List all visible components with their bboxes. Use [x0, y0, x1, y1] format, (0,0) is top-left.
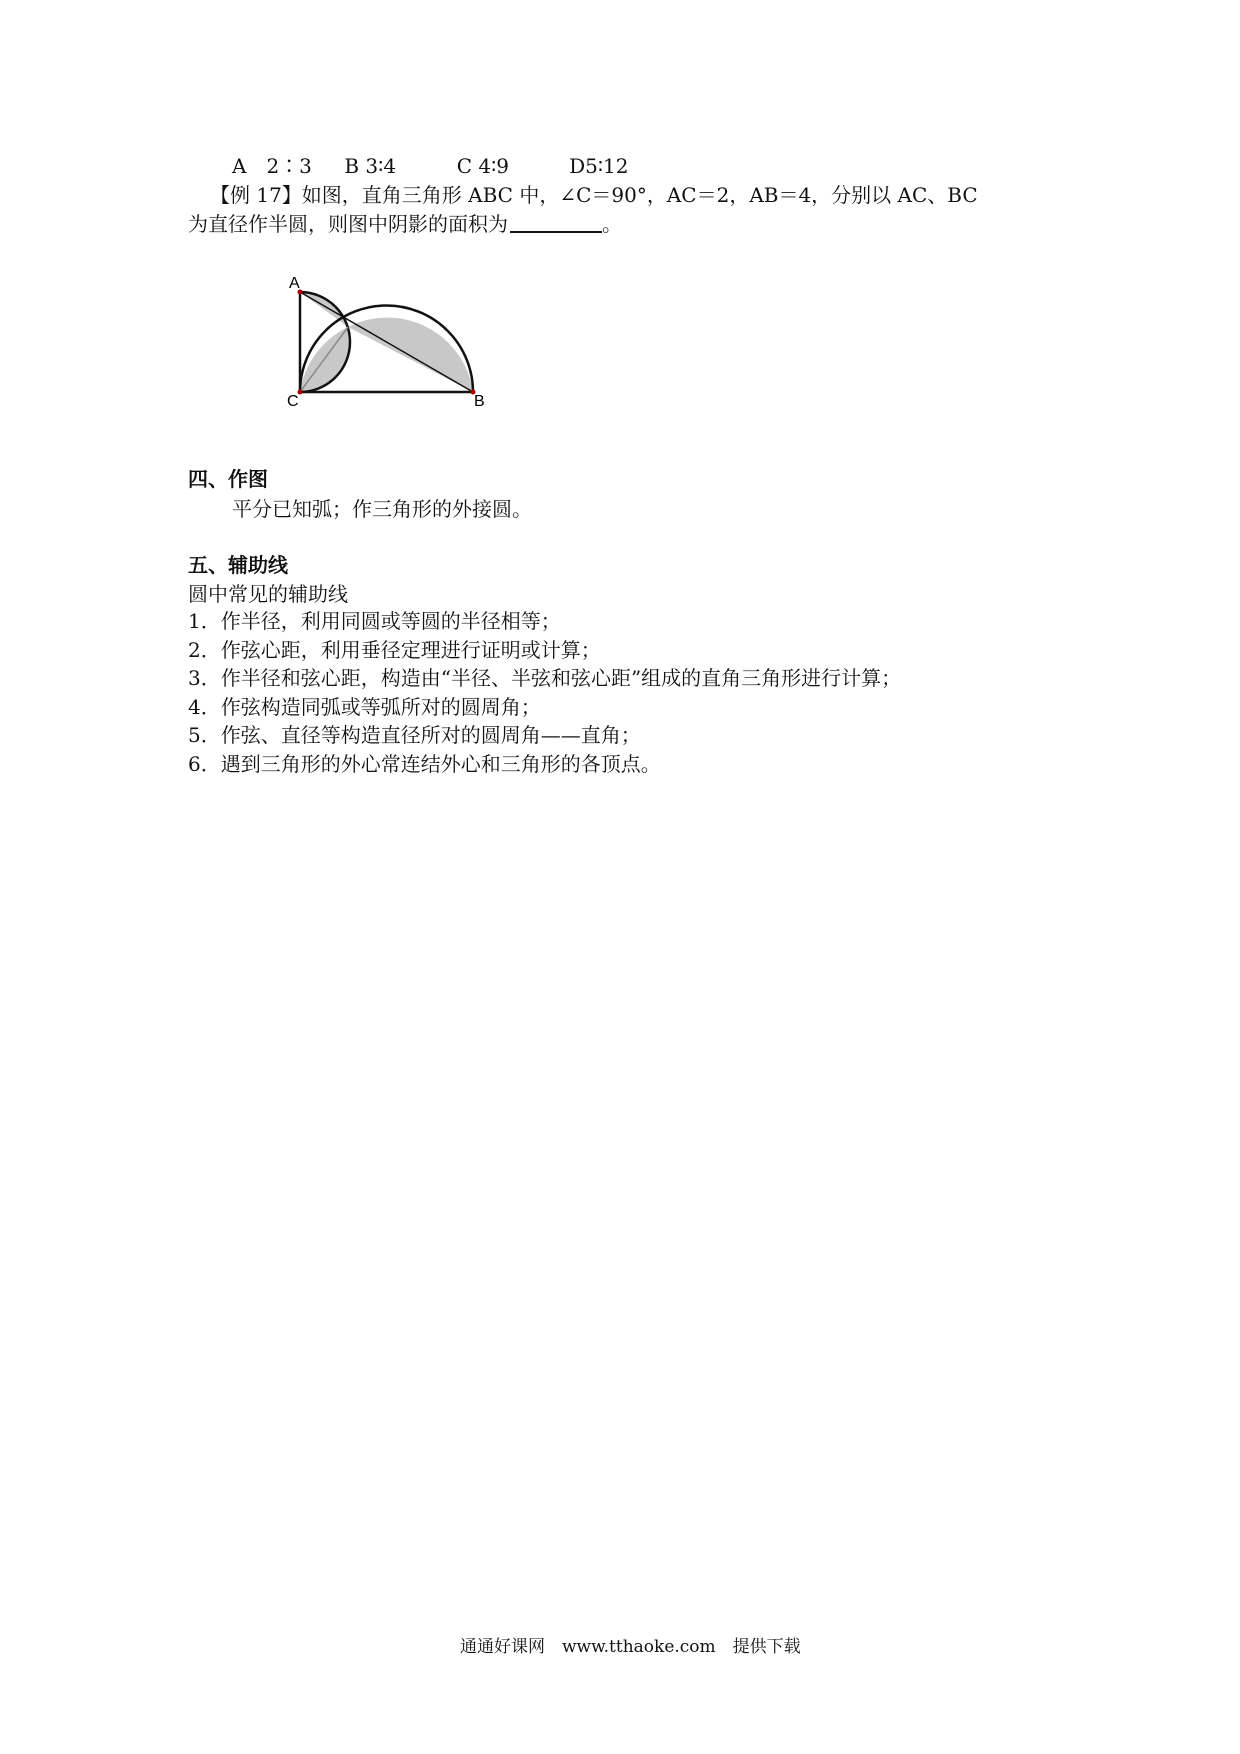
choice-d: D5∶12	[569, 154, 629, 178]
choice-c: C 4∶9	[456, 154, 510, 178]
semicircle-figure	[280, 268, 500, 418]
choice-b: B 3∶4	[344, 154, 397, 178]
list-item: 4．作弦构造同弧或等弧所对的圆周角；	[188, 694, 541, 719]
answer-blank	[510, 211, 602, 233]
example-17-line-2	[188, 210, 622, 238]
list-item: 2．作弦心距，利用垂径定理进行证明或计算；	[188, 637, 601, 662]
list-item: 6．遇到三角形的外心常连结外心和三角形的各顶点。	[188, 751, 661, 776]
list-item: 5．作弦、直径等构造直径所对的圆周角——直角；	[188, 723, 641, 748]
section-5-intro: 圆中常见的辅助线	[188, 582, 348, 606]
choice-a: A 2∶3	[232, 154, 312, 178]
list-item: 3．作半径和弦心距，构造由“半径、半弦和弦心距”组成的直角三角形进行计算；	[188, 666, 902, 691]
section-4-heading: 四、作图	[188, 467, 268, 491]
answer-choices	[232, 152, 629, 180]
label-a: A	[289, 275, 300, 292]
page-footer: 通通好课网 www.tthaoke.com 提供下载	[460, 1637, 801, 1657]
example-17-period: 。	[602, 212, 622, 236]
section-5-heading: 五、辅助线	[188, 553, 288, 577]
label-c: C	[287, 393, 299, 410]
auxiliary-lines-list	[188, 607, 901, 779]
label-b: B	[474, 393, 485, 410]
example-17-line-1: 【例 17】如图，直角三角形 ABC 中，∠C＝90°，AC＝2，AB＝4，分别以 AC、BC	[210, 183, 978, 207]
section-4-text: 平分已知弧；作三角形的外接圆。	[232, 497, 532, 521]
example-17-question: 为直径作半圆，则图中阴影的面积为	[188, 212, 508, 236]
list-item: 1．作半径，利用同圆或等圆的半径相等；	[188, 609, 561, 633]
